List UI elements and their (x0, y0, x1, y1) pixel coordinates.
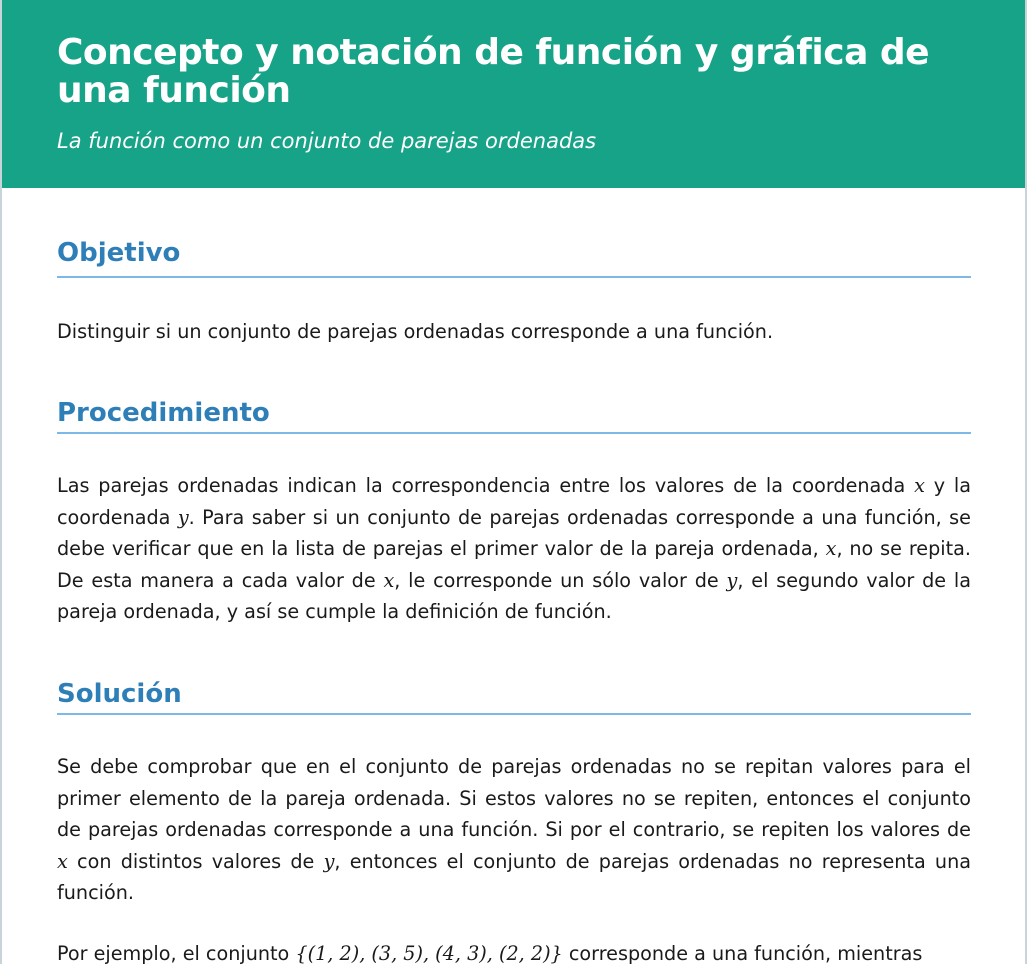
main-content (57, 236, 971, 964)
page-title: Concepto y notación de función y gráfica de una función (57, 32, 930, 111)
math-variable-y: y (177, 505, 189, 529)
math-variable-x: x (914, 474, 925, 498)
example-text-part: Por ejemplo, el conjunto (57, 942, 296, 964)
solucion-text (57, 751, 971, 908)
solucion-text-part: , entonces el conjunto de parejas ordenadas no representa una función. (57, 849, 971, 905)
page-header (2, 0, 1025, 188)
math-variable-x: x (825, 537, 837, 561)
objetivo-text: Distinguir si un conjunto de parejas ordenadas corresponde a una función. (57, 320, 774, 343)
section-heading-objetivo: Objetivo (57, 236, 971, 278)
solucion-text-part: con distintos valores de (67, 849, 324, 873)
procedimiento-text-part: , le corresponde un sólo valor de (394, 568, 727, 592)
math-variable-y: y (726, 568, 738, 592)
section-heading-solucion: Solución (57, 677, 971, 715)
example-text-part: corresponde a una función, mientras (562, 942, 923, 964)
procedimiento-text-part: . Para saber si un conjunto de parejas ordenadas corresponde a una función, se debe verificar que en la lista de parejas el primer valor de la pareja ordenada, (57, 505, 971, 561)
procedimiento-text-part: y la coordenada (57, 474, 971, 529)
solucion-example-text (57, 938, 971, 964)
math-variable-y: y (323, 849, 335, 873)
math-variable-x: x (383, 568, 395, 592)
solucion-text-part: Se debe comprobar que en el conjunto de parejas ordenadas no se repitan valores para el primer elemento de la pareja ordenada. Si estos valores no se repiten, entonces el conjunto de parejas ordenadas corresponde a una función. Si por el contrario, se repiten los valores de (57, 755, 971, 842)
procedimiento-text-part: , el segundo valor de la pareja ordenada, y así se cumple la definición de función. (57, 568, 971, 624)
math-ordered-pairs-set: {(1, 2), (3, 5), (4, 3), (2, 2)} (295, 942, 563, 964)
math-variable-x: x (57, 849, 68, 873)
page-subtitle: La función como un conjunto de parejas ordenadas (57, 129, 597, 153)
procedimiento-text (57, 470, 971, 627)
procedimiento-text-part: , no se repita. De esta manera a cada valor de (57, 537, 971, 592)
section-heading-procedimiento: Procedimiento (57, 396, 971, 434)
procedimiento-text-part: Las parejas ordenadas indican la correspondencia entre los valores de la coordenada (57, 474, 915, 498)
